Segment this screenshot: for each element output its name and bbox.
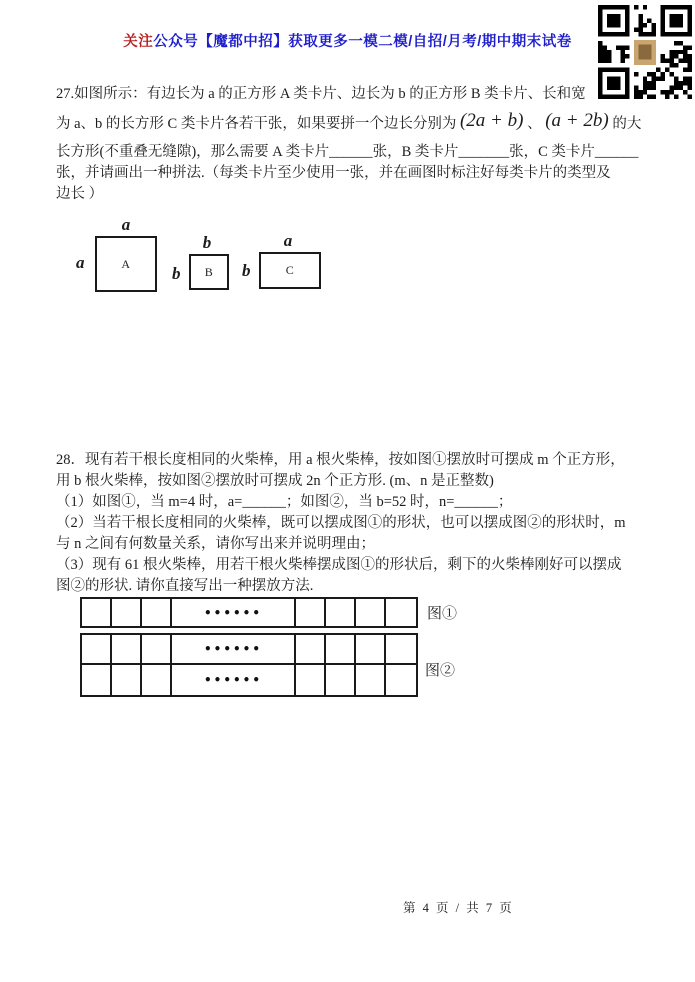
q27-line-1: 27.如图所示：有边长为 a 的正方形 A 类卡片、边长为 b 的正方形 B 类卡片、长和宽 [56,86,586,102]
grid-cell [112,635,142,663]
card-c-top-label: a [283,231,293,250]
q28-line-5: 与 n 之间有何数量关系，请你写出来并说明理由； [56,536,375,552]
q27-line-2-text: 为 a、b 的长方形 C 类卡片各若干张，如果要拼一个边长分别为 [56,116,460,132]
figure-1-row [82,599,416,626]
card-b-top-label: b [202,233,212,252]
card-a-figure [76,215,159,295]
figure-2-row-2 [82,665,416,695]
grid-cell [142,665,172,695]
grid-ellipsis-cell [172,665,296,695]
figure-2-strip [80,633,418,697]
figure-1-label: 图① [427,606,458,622]
q27-line-2-sep: 、 [523,116,546,132]
card-a-letter: A [121,256,131,271]
grid-cell [112,665,142,695]
grid-cell [82,635,112,663]
q28-line-4: （2）当若干根长度相同的火柴棒，既可以摆成图①的形状，也可以摆成图②的形状时，m [56,515,626,531]
card-a-box [95,236,157,292]
q28-line-6: （3）现有 61 根火柴棒，用若干根火柴棒摆成图①的形状后，剩下的火柴棒刚好可以摆成 [56,557,622,573]
grid-cell [296,665,326,695]
header-notice-text: 公众号【魔都中招】获取更多一模二模/自招/月考/期中期末试卷 [153,34,572,50]
card-b-side-label: b [172,264,181,283]
grid-cell [326,599,356,626]
figure-1-strip [80,597,418,628]
ellipsis-dots: •••••• [203,642,263,656]
grid-cell [82,599,112,626]
q28-line-7: 图②的形状. 请你直接写出一种摆放方法. [56,578,314,594]
card-b-figure [172,233,231,293]
q27-line-2 [56,111,656,136]
card-a-side-label: a [76,253,85,272]
grid-cell [356,599,386,626]
q27-expression-1: (2a + b) [459,110,524,131]
grid-cell [142,599,172,626]
q28-line-3: （1）如图①，当 m=4 时，a=______；如图②，当 b=52 时，n=______； [56,494,513,510]
grid-ellipsis-cell [172,635,296,663]
grid-cell [112,599,142,626]
card-c-letter: C [285,263,295,277]
header-notice [0,30,695,51]
grid-cell [326,665,356,695]
header-notice-prefix: 关注 [123,34,154,50]
grid-cell [326,635,356,663]
card-a-top-label: a [121,215,131,234]
figure-2-label: 图② [425,663,456,679]
q27-line-2-end: 的大 [608,116,642,132]
q27-line-5: 边长 ） [56,186,104,202]
grid-cell [296,635,326,663]
q27-line-4: 张，并请画出一种拼法.（每类卡片至少使用一张，并在画图时标注好每类卡片的类型及 [56,165,611,181]
card-b-letter: B [204,264,214,279]
question-27 [56,84,656,205]
card-c-side-label: b [242,261,251,280]
ellipsis-dots: •••••• [203,605,263,620]
grid-cell [142,635,172,663]
qr-center-logo [634,40,656,65]
q27-expression-2: (a + 2b) [545,110,609,131]
card-c-figure [242,231,323,291]
page-footer: 第 4 页 / 共 7 页 [403,901,514,915]
grid-ellipsis-cell [172,599,296,626]
grid-cell [296,599,326,626]
card-c-box [259,252,321,289]
grid-cell [356,635,386,663]
grid-cell [386,635,416,663]
grid-cell [386,599,416,626]
grid-cell [356,665,386,695]
q28-line-1: 28．现有若干根长度相同的火柴棒，用 a 根火柴棒，按如图①摆放时可摆成 m 个正方形， [56,452,625,468]
figure-2-row-1 [82,635,416,665]
q28-line-2: 用 b 根火柴棒，按如图②摆放时可摆成 2n 个正方形. (m、n 是正整数) [56,473,494,489]
q27-line-3: 长方形(不重叠无缝隙)，那么需要 A 类卡片______张，B 类卡片_______张，C 类卡片______ [56,144,639,160]
grid-cell [386,665,416,695]
card-b-box [189,254,229,290]
ellipsis-dots: •••••• [203,673,263,687]
grid-cell [82,665,112,695]
question-28 [56,450,656,597]
